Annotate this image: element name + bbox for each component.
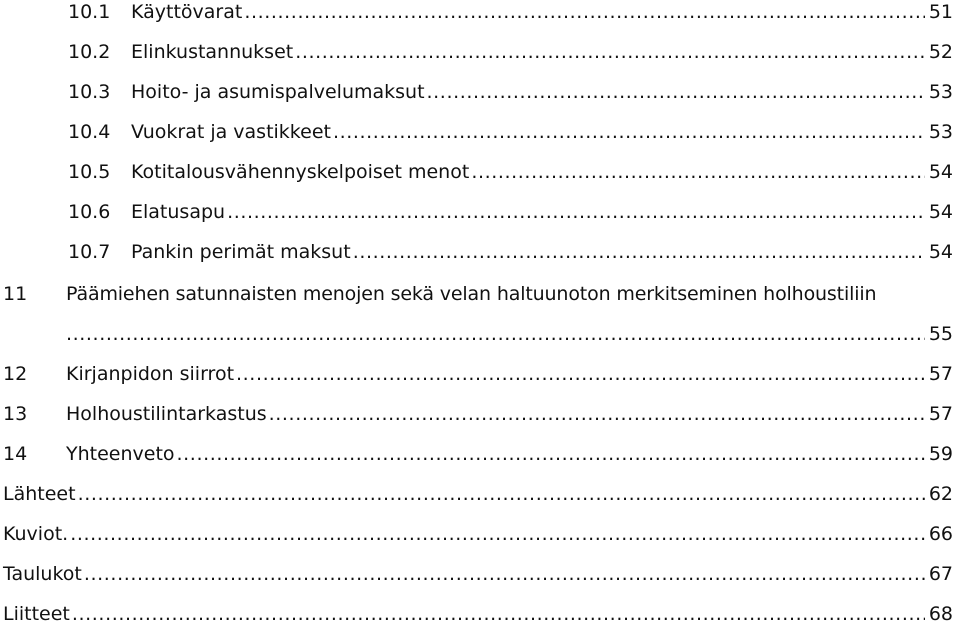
toc-entry-page: 52	[928, 41, 953, 63]
toc-entry-title: Lähteet	[3, 483, 76, 505]
toc-entry-13[interactable]	[0, 394, 953, 434]
toc-entry-title: Päämiehen satunnaisten menojen sekä velan haltuunoton merkitseminen holhoustiliin	[66, 283, 877, 305]
toc-leader-dots	[78, 474, 925, 514]
toc-entry-number: 10.5	[68, 161, 111, 183]
toc-entry-title: Taulukot	[3, 563, 82, 585]
toc-entry-number: 12	[3, 363, 28, 385]
toc-entry-title: Vuokrat ja vastikkeet	[131, 121, 331, 143]
toc-entry-page: 59	[928, 443, 953, 465]
toc-leader-dots	[427, 72, 925, 112]
toc-entry-page: 57	[928, 403, 953, 425]
toc-entry-number: 11	[3, 283, 28, 305]
toc-entry-title: Kirjanpidon siirrot	[66, 363, 235, 385]
toc-leader-dots	[353, 232, 925, 272]
toc-entry-title: Elatusapu	[131, 201, 226, 223]
toc-leader-dots	[66, 314, 925, 354]
toc-entry-liitteet[interactable]	[0, 594, 953, 634]
toc-leader-dots	[84, 554, 925, 594]
toc-entry-number: 14	[3, 443, 28, 465]
toc-entry-number: 13	[3, 403, 28, 425]
toc-leader-dots	[333, 112, 925, 152]
toc-entry-10-7[interactable]	[0, 232, 953, 272]
toc-entry-page: 53	[928, 121, 953, 143]
toc-entry-10-5[interactable]	[0, 152, 953, 192]
toc-leader-dots	[269, 394, 925, 434]
toc-leader-dots	[227, 192, 925, 232]
toc-entry-number: 10.6	[68, 201, 111, 223]
toc-entry-page: 57	[928, 363, 953, 385]
toc-entry-11-continuation[interactable]	[0, 314, 953, 354]
toc-entry-number: 10.7	[68, 241, 111, 263]
toc-entry-lahteet[interactable]	[0, 474, 953, 514]
toc-entry-page: 66	[928, 523, 953, 545]
toc-entry-taulukot[interactable]	[0, 554, 953, 594]
toc-entry-number: 10.3	[68, 81, 111, 103]
toc-entry-page: 53	[928, 81, 953, 103]
toc-entry-10-1[interactable]	[0, 0, 953, 32]
toc-leader-dots	[244, 0, 924, 32]
toc-entry-page: 67	[928, 563, 953, 585]
toc-entry-14[interactable]	[0, 434, 953, 474]
toc-entry-10-2[interactable]	[0, 32, 953, 72]
toc-entry-page: 62	[928, 483, 953, 505]
toc-entry-page: 54	[928, 161, 953, 183]
toc-entry-11[interactable]	[0, 274, 953, 314]
toc-leader-dots	[471, 152, 925, 192]
toc-entry-page: 55	[928, 323, 953, 345]
toc-entry-title: Liitteet	[3, 603, 70, 625]
toc-entry-title: Yhteenveto	[66, 443, 175, 465]
toc-entry-10-4[interactable]	[0, 112, 953, 152]
toc-entry-title: Elinkustannukset	[131, 41, 294, 63]
toc-entry-page: 51	[928, 1, 953, 23]
toc-leader-dots	[70, 514, 925, 554]
toc-entry-title: Käyttövarat	[131, 1, 243, 23]
toc-entry-title: Kuviot.	[3, 523, 69, 545]
toc-entry-title: Holhoustilintarkastus	[66, 403, 267, 425]
toc-leader-dots	[177, 434, 925, 474]
toc-leader-dots	[72, 594, 925, 634]
toc-entry-title: Hoito- ja asumispalvelumaksut	[131, 81, 425, 103]
toc-entry-title: Pankin perimät maksut	[131, 241, 351, 263]
toc-entry-10-3[interactable]	[0, 72, 953, 112]
toc-entry-number: 10.4	[68, 121, 111, 143]
toc-entry-number: 10.2	[68, 41, 111, 63]
toc-entry-number: 10.1	[68, 1, 111, 23]
toc-entry-title: Kotitalousvähennyskelpoiset menot	[131, 161, 470, 183]
toc-entry-12[interactable]	[0, 354, 953, 394]
toc-entry-kuviot[interactable]	[0, 514, 953, 554]
toc-entry-page: 68	[928, 603, 953, 625]
toc-entry-page: 54	[928, 241, 953, 263]
toc-entry-page: 54	[928, 201, 953, 223]
toc-leader-dots	[236, 354, 925, 394]
toc-leader-dots	[295, 32, 925, 72]
toc-entry-10-6[interactable]	[0, 192, 953, 232]
